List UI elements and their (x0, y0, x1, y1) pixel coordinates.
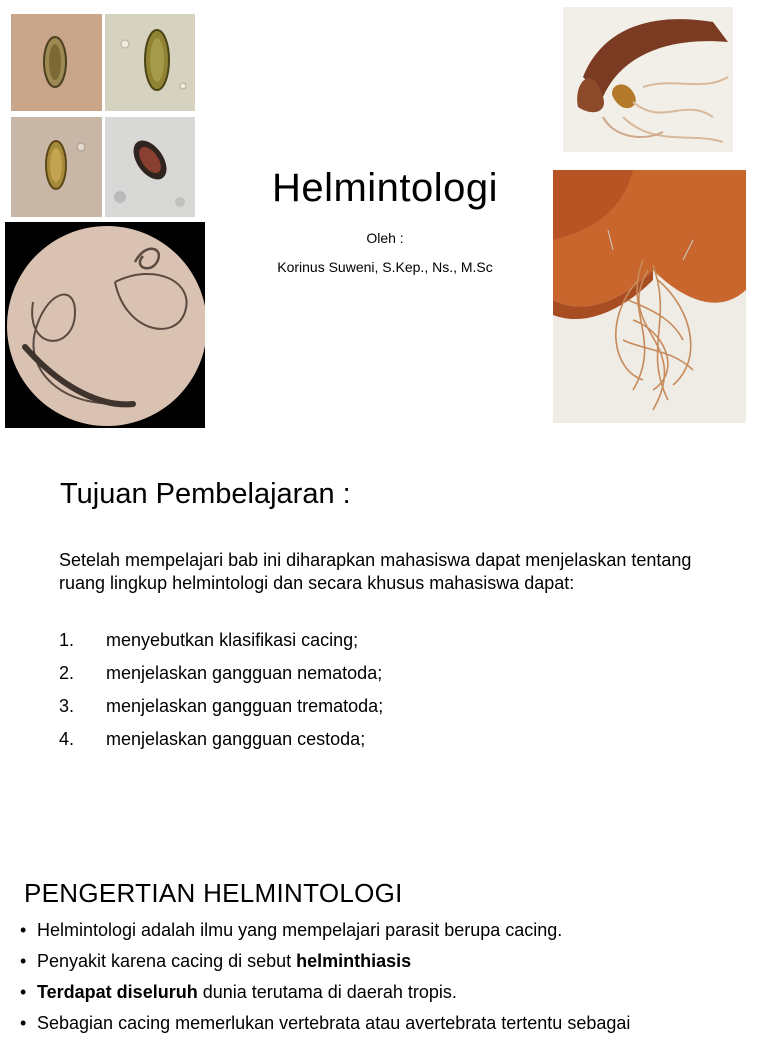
list-number: 3. (59, 696, 75, 716)
bullet-bold-term: helminthiasis (296, 951, 412, 971)
definition-bullets (20, 920, 760, 1044)
slide-title: Helmintologi (271, 166, 499, 210)
list-text: menyebutkan klasifikasi cacing; (106, 630, 359, 650)
perianal-worm-photo (553, 170, 746, 423)
list-text: menjelaskan gangguan nematoda; (106, 663, 383, 683)
egg-photo-4 (105, 117, 195, 217)
list-number: 2. (59, 663, 75, 683)
definition-heading: PENGERTIAN HELMINTOLOGI (24, 878, 403, 908)
definition-slide (0, 860, 768, 1033)
bullet-item (20, 951, 760, 982)
bullet-bold-term: Terdapat diseluruh (37, 982, 198, 1002)
by-label: Oleh : (366, 230, 404, 246)
egg-photo-2 (105, 14, 195, 111)
bullet-text: Sebagian cacing memerlukan vertebrata atau avertebrata tertentu sebagai (37, 1013, 631, 1033)
egg-photo-3 (11, 117, 102, 217)
worm-bundle-photo (563, 7, 733, 152)
objectives-slide (0, 450, 768, 850)
bullet-text: Helmintologi adalah ilmu yang mempelajari parasit berupa cacing. (37, 920, 563, 940)
list-text: menjelaskan gangguan trematoda; (106, 696, 384, 716)
bullet-item (20, 982, 760, 1013)
objectives-heading: Tujuan Pembelajaran : (60, 478, 351, 510)
bullet-item (20, 1013, 760, 1044)
list-number: 1. (59, 630, 75, 650)
objectives-intro: Setelah mempelajari bab ini diharapkan mahasiswa dapat menjelaskan tentang ruang lingkup helmintologi dan secara khusus mahasiswa dapat: (59, 550, 692, 593)
list-number: 4. (59, 729, 75, 749)
bullet-text: Penyakit karena cacing di sebut (37, 951, 297, 971)
egg-photo-1 (11, 14, 102, 111)
bullet-item (20, 920, 760, 951)
bullet-text: dunia terutama di daerah tropis. (197, 982, 457, 1002)
microscope-worm-photo (5, 222, 205, 428)
author-name: Korinus Suweni, S.Kep., Ns., M.Sc (277, 259, 493, 275)
title-slide (0, 0, 768, 440)
list-text: menjelaskan gangguan cestoda; (106, 729, 366, 749)
